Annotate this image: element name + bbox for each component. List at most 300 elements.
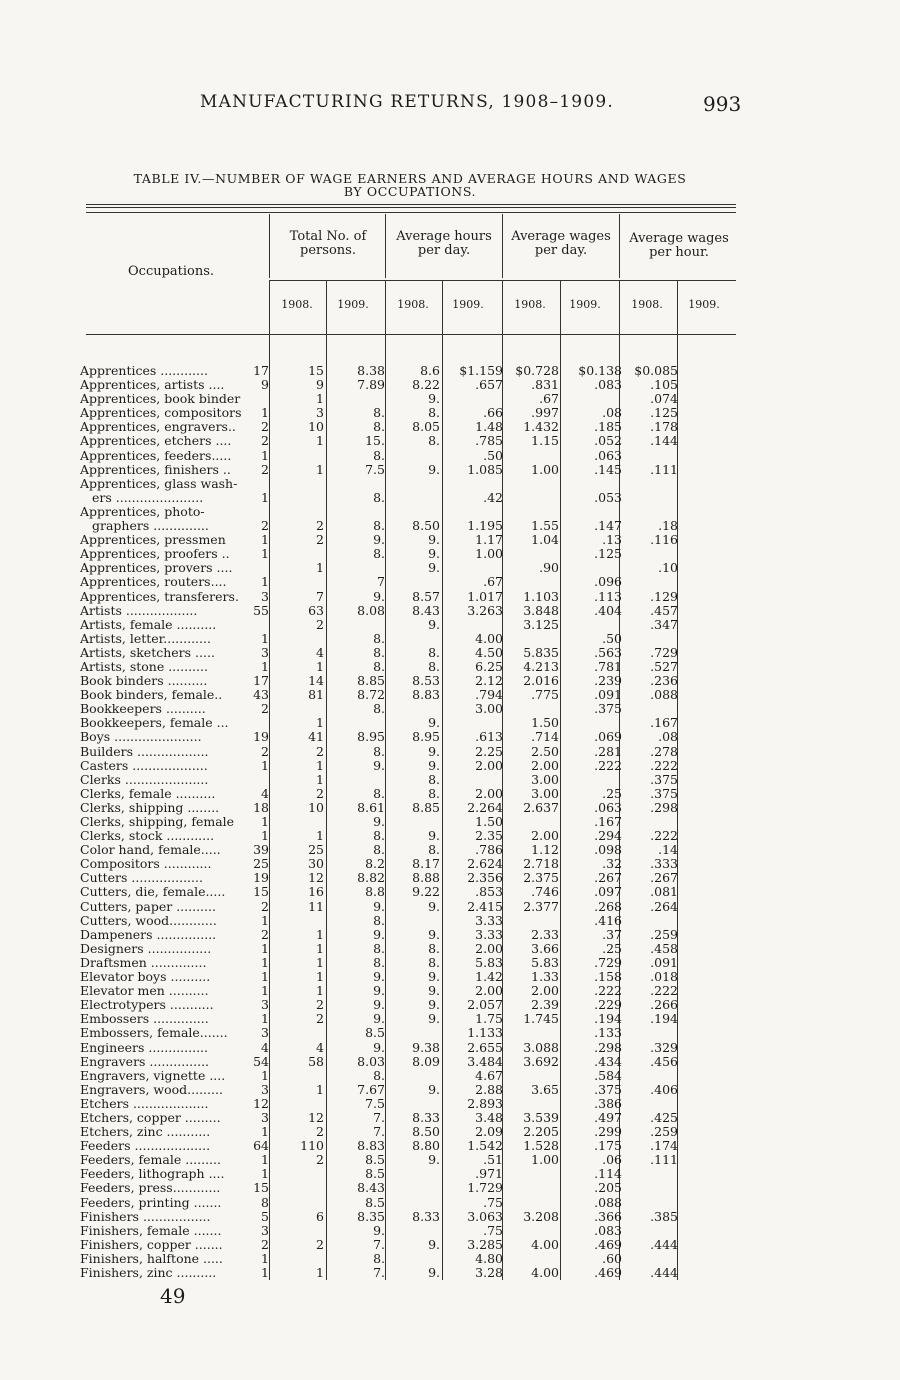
occupation-cell: Finishers .................	[80, 1209, 211, 1224]
value-cell-n09: 11	[308, 898, 324, 914]
table-row	[0, 1026, 900, 1040]
table-row	[0, 1210, 900, 1224]
value-cell-wh08: .08	[602, 405, 622, 421]
value-cell-wh08: .25	[602, 785, 622, 801]
value-cell-wd08: 2.88	[475, 1081, 503, 1097]
value-cell-n08: 3	[261, 644, 269, 660]
value-cell-wd08: .75	[483, 1222, 503, 1238]
value-cell-wh09: .222	[650, 757, 678, 773]
value-cell-h08: 7.5	[365, 461, 385, 477]
occupation-cell: Engravers, wood.........	[80, 1082, 223, 1097]
occupation-cell: Electrotypers ...........	[80, 998, 214, 1013]
value-cell-n09: 1	[316, 926, 324, 942]
value-cell-wh08: .194	[594, 1011, 622, 1027]
value-cell-wh09: .129	[650, 588, 678, 604]
value-cell-h09: 9.38	[412, 1039, 440, 1055]
value-cell-wh09: .278	[650, 743, 678, 759]
value-cell-wd09: 3.848	[523, 602, 559, 618]
value-cell-wh08: .097	[594, 884, 622, 900]
value-cell-wd09: 2.00	[531, 757, 559, 773]
table-row	[0, 1012, 900, 1026]
value-cell-n09: 81	[308, 687, 324, 703]
value-cell-wd08: 2.415	[467, 898, 503, 914]
value-cell-wd08: 1.48	[475, 419, 503, 435]
value-cell-wh08: .053	[594, 489, 622, 505]
value-cell-h08: 7.	[373, 1109, 385, 1125]
value-cell-h09: 8.95	[412, 729, 440, 745]
value-cell-wd09: 3.00	[531, 771, 559, 787]
value-cell-wd09: 4.213	[523, 658, 559, 674]
value-cell-n08: 2	[261, 433, 269, 449]
occupation-cell: Feeders, lithograph ....	[80, 1167, 225, 1182]
table-row	[0, 885, 900, 899]
occupation-cell: Cutters, die, female.....	[80, 885, 226, 900]
value-cell-wh08: .416	[594, 912, 622, 928]
value-cell-wh08: .299	[594, 1124, 622, 1140]
value-cell-h09: 9.	[428, 969, 440, 985]
value-cell-n09: 2	[316, 1011, 324, 1027]
value-cell-wd08: 4.80	[475, 1250, 503, 1266]
value-cell-n09: 14	[308, 673, 324, 689]
value-cell-wh08: .268	[594, 898, 622, 914]
value-cell-wd08: .657	[475, 377, 503, 393]
value-cell-h08: 8.	[373, 658, 385, 674]
value-cell-wd08: 6.25	[475, 658, 503, 674]
value-cell-wd09: 2.205	[523, 1124, 559, 1140]
top-rule-double	[86, 207, 736, 208]
value-cell-wh09: .329	[650, 1039, 678, 1055]
occupation-cell: Feeders ...................	[80, 1139, 211, 1154]
value-cell-wh08: .25	[602, 940, 622, 956]
table-row	[0, 716, 900, 730]
occupation-cell: Engravers, vignette ....	[80, 1068, 226, 1083]
value-cell-h08: 8.	[373, 785, 385, 801]
value-cell-n08: 1	[261, 1011, 269, 1027]
value-cell-wh08: .098	[594, 842, 622, 858]
value-cell-wh09: .456	[650, 1053, 678, 1069]
value-cell-wh09: .088	[650, 687, 678, 703]
table-row	[0, 1266, 900, 1280]
value-cell-wd08: 3.285	[467, 1236, 503, 1252]
value-cell-wd08: 3.48	[475, 1109, 503, 1125]
value-cell-h09: 8.43	[412, 602, 440, 618]
value-cell-wd09: .714	[531, 729, 559, 745]
value-cell-wd09: 3.00	[531, 785, 559, 801]
value-cell-wh08: .113	[594, 588, 622, 604]
occupation-cell: Clerks, shipping, female	[80, 815, 235, 829]
occupation-cell: Artists, letter............	[80, 631, 211, 646]
occupation-cell: Apprentices, artists ....	[80, 378, 225, 393]
value-cell-wh09: .347	[650, 616, 678, 632]
value-cell-h08: 7.89	[357, 377, 385, 393]
value-cell-n09: 2	[316, 616, 324, 632]
table-body	[0, 364, 900, 1280]
table-row	[0, 702, 900, 716]
value-cell-n09: 1	[316, 658, 324, 674]
value-cell-h09: 8.	[428, 785, 440, 801]
value-cell-n08: 1	[261, 1166, 269, 1182]
value-cell-n09: 110	[300, 1138, 324, 1154]
value-cell-wh09: .457	[650, 602, 678, 618]
value-cell-wd09: 3.088	[523, 1039, 559, 1055]
table-row	[0, 787, 900, 801]
occupation-cell: Finishers, copper .......	[80, 1237, 223, 1252]
value-cell-wh08: .366	[594, 1208, 622, 1224]
occupation-cell: Apprentices, proofers ..	[80, 547, 230, 562]
value-cell-wh09: .259	[650, 1124, 678, 1140]
value-cell-h09: 9.	[428, 616, 440, 632]
value-cell-wh08: .175	[594, 1138, 622, 1154]
value-cell-wd09: 1.432	[523, 419, 559, 435]
table-row	[0, 519, 900, 533]
value-cell-wd09: 1.04	[531, 532, 559, 548]
occupation-cell: Cutters ..................	[80, 871, 203, 886]
value-cell-wh09: .116	[650, 532, 678, 548]
header-divider	[502, 214, 503, 278]
value-cell-wd08: 2.00	[475, 983, 503, 999]
value-cell-h09: 8.50	[412, 1124, 440, 1140]
value-cell-wh09: .081	[650, 884, 678, 900]
value-cell-n08: 12	[253, 1095, 269, 1111]
value-cell-n08: 1	[261, 658, 269, 674]
value-cell-wd09: .831	[531, 377, 559, 393]
value-cell-h08: 8.	[373, 912, 385, 928]
value-cell-wh09: $0.085	[634, 363, 678, 378]
value-cell-h08: 8.8	[365, 884, 385, 900]
value-cell-wh08: .145	[594, 461, 622, 477]
value-cell-h09: 8.22	[412, 377, 440, 393]
occupation-cell: Engineers ...............	[80, 1040, 208, 1055]
value-cell-n09: 15	[308, 363, 324, 378]
value-cell-h08: 9.	[373, 1039, 385, 1055]
table-row	[0, 956, 900, 970]
value-cell-h08: 9.	[373, 532, 385, 548]
value-cell-wh08: .497	[594, 1109, 622, 1125]
value-cell-wh09: .259	[650, 926, 678, 942]
table-row	[0, 914, 900, 928]
value-cell-h09: 8.85	[412, 799, 440, 815]
value-cell-n08: 1	[261, 1152, 269, 1168]
value-cell-h08: 7	[377, 574, 385, 590]
value-cell-wh08: .50	[602, 630, 622, 646]
value-cell-h09: 9.	[428, 391, 440, 407]
occupation-cell: graphers ..............	[92, 519, 209, 534]
value-cell-n08: 9	[261, 377, 269, 393]
value-cell-wd08: .786	[475, 842, 503, 858]
value-cell-wd08: 2.00	[475, 940, 503, 956]
value-cell-wh08: .083	[594, 1222, 622, 1238]
value-cell-n08: 1	[261, 814, 269, 829]
value-cell-wh09: .266	[650, 997, 678, 1013]
table-row	[0, 759, 900, 773]
value-cell-wd09: 2.39	[531, 997, 559, 1013]
value-cell-wh09: .425	[650, 1109, 678, 1125]
value-cell-n09: 16	[308, 884, 324, 900]
value-cell-h08: 8.	[373, 842, 385, 858]
value-cell-h08: 8.	[373, 701, 385, 717]
value-cell-wd08: 3.063	[467, 1208, 503, 1224]
occupation-cell: Designers ................	[80, 941, 212, 956]
value-cell-h08: 9.	[373, 926, 385, 942]
value-cell-wh08: .563	[594, 644, 622, 660]
value-cell-h09: 9.	[428, 1152, 440, 1168]
header-bottom-rule	[86, 334, 736, 335]
occupation-cell: Book binders ..........	[80, 674, 208, 689]
value-cell-h09: 9.	[428, 898, 440, 914]
value-cell-wd09: .67	[539, 391, 559, 407]
value-cell-n09: 1	[316, 1081, 324, 1097]
value-cell-h08: 9.	[373, 814, 385, 829]
value-cell-wh08: .469	[594, 1236, 622, 1252]
value-cell-h09: 8.	[428, 771, 440, 787]
value-cell-h08: 8.	[373, 940, 385, 956]
occupation-cell: Apprentices, routers....	[80, 575, 227, 590]
value-cell-n08: 5	[261, 1208, 269, 1224]
occupation-cell: Elevator boys ..........	[80, 970, 211, 985]
value-cell-h08: 8.	[373, 954, 385, 970]
value-cell-wd08: 2.35	[475, 828, 503, 844]
table-row	[0, 449, 900, 463]
value-cell-wh09: .444	[650, 1236, 678, 1252]
value-cell-wd08: .42	[483, 489, 503, 505]
value-cell-wh08: .06	[602, 1152, 622, 1168]
value-cell-wd08: 2.655	[467, 1039, 503, 1055]
value-cell-wh08: .222	[594, 757, 622, 773]
occupation-cell: Artists, female ..........	[80, 617, 217, 632]
value-cell-n09: 2	[316, 785, 324, 801]
value-cell-wd08: 2.00	[475, 757, 503, 773]
value-cell-wh08: .125	[594, 546, 622, 562]
table-row	[0, 575, 900, 589]
value-cell-wh09: .125	[650, 405, 678, 421]
value-cell-n08: 3	[261, 588, 269, 604]
table-row	[0, 1125, 900, 1139]
value-cell-wd08: 2.264	[467, 799, 503, 815]
table-row	[0, 773, 900, 787]
value-cell-wh09: .375	[650, 785, 678, 801]
value-cell-n08: 25	[253, 856, 269, 872]
value-cell-n09: 1	[316, 828, 324, 844]
value-cell-h09: 8.	[428, 433, 440, 449]
value-cell-wd09: 1.12	[531, 842, 559, 858]
value-cell-h09: 8.	[428, 405, 440, 421]
table-row	[0, 547, 900, 561]
value-cell-h08: 8.5	[365, 1152, 385, 1168]
table-row	[0, 857, 900, 871]
value-cell-h08: 8.	[373, 447, 385, 463]
value-cell-h08: 8.82	[357, 870, 385, 886]
value-cell-h08: 8.	[373, 828, 385, 844]
header-divider	[619, 214, 620, 278]
value-cell-wd08: 4.67	[475, 1067, 503, 1083]
value-cell-n08: 1	[261, 630, 269, 646]
occupation-cell: Apprentices, finishers ..	[80, 462, 231, 477]
col-group-wages-hour: Average wages per hour.	[629, 231, 729, 260]
value-cell-n08: 1	[261, 405, 269, 421]
page-header	[0, 92, 900, 116]
value-cell-wh08: .158	[594, 969, 622, 985]
table-row	[0, 378, 900, 392]
value-cell-n08: 1	[261, 828, 269, 844]
value-cell-wd08: 2.09	[475, 1124, 503, 1140]
value-cell-h09: 8.88	[412, 870, 440, 886]
table-row	[0, 745, 900, 759]
table-row	[0, 970, 900, 984]
value-cell-wh08: .083	[594, 377, 622, 393]
table-row	[0, 561, 900, 575]
value-cell-n08: 1	[261, 447, 269, 463]
table-row	[0, 801, 900, 815]
table-row	[0, 632, 900, 646]
table-row	[0, 618, 900, 632]
table-row	[0, 1069, 900, 1083]
value-cell-h09: 8.6	[420, 363, 440, 378]
value-cell-wd08: 2.893	[467, 1095, 503, 1111]
value-cell-wh09: .222	[650, 983, 678, 999]
occupation-cell: Color hand, female.....	[80, 843, 221, 858]
table-row	[0, 1167, 900, 1181]
value-cell-n09: 10	[308, 419, 324, 435]
value-cell-wd09: 5.835	[523, 644, 559, 660]
value-cell-wh08: .133	[594, 1025, 622, 1041]
value-cell-h09: 9.	[428, 1236, 440, 1252]
value-cell-n08: 2	[261, 898, 269, 914]
value-cell-n08: 3	[261, 1081, 269, 1097]
value-cell-n08: 1	[261, 1124, 269, 1140]
value-cell-wh08: .096	[594, 574, 622, 590]
value-cell-wd08: .51	[483, 1152, 503, 1168]
value-cell-n09: 1	[316, 715, 324, 731]
occupation-cell: Apprentices, book binder	[80, 392, 241, 407]
value-cell-wh08: .167	[594, 814, 622, 829]
value-cell-n08: 3	[261, 1025, 269, 1041]
value-cell-wd08: .75	[483, 1194, 503, 1210]
value-cell-n08: 1	[261, 912, 269, 928]
value-cell-wd08: 3.484	[467, 1053, 503, 1069]
value-cell-wd09: 2.718	[523, 856, 559, 872]
value-cell-wd08: 3.33	[475, 926, 503, 942]
value-cell-h08: 8.	[373, 546, 385, 562]
value-cell-n09: 1	[316, 954, 324, 970]
value-cell-wd08: 1.00	[475, 546, 503, 562]
value-cell-n09: 1	[316, 940, 324, 956]
value-cell-h08: 9.	[373, 1222, 385, 1238]
year-header: 1909.	[569, 298, 601, 311]
value-cell-h09: 8.57	[412, 588, 440, 604]
value-cell-wh08: .294	[594, 828, 622, 844]
value-cell-wh09: .111	[650, 461, 678, 477]
value-cell-wh09: .444	[650, 1265, 678, 1280]
value-cell-h08: 8.83	[357, 1138, 385, 1154]
table-row	[0, 1196, 900, 1210]
value-cell-n09: 1	[316, 757, 324, 773]
occupation-cell: Apprentices, glass wash-	[80, 476, 238, 491]
value-cell-n08: 2	[261, 926, 269, 942]
value-cell-n08: 1	[261, 546, 269, 562]
occupation-cell: Feeders, female .........	[80, 1153, 221, 1168]
folio: 49	[160, 1284, 186, 1308]
year-header: 1908.	[631, 298, 663, 311]
value-cell-wh09: .167	[650, 715, 678, 731]
value-cell-wd09: 3.539	[523, 1109, 559, 1125]
value-cell-n08: 1	[261, 489, 269, 505]
value-cell-wh09: .527	[650, 658, 678, 674]
value-cell-wd09: 1.00	[531, 1152, 559, 1168]
running-title: MANUFACTURING RETURNS, 1908–1909.	[200, 92, 614, 112]
value-cell-wd09: .997	[531, 405, 559, 421]
table-row	[0, 942, 900, 956]
value-cell-h08: 8.	[373, 1067, 385, 1083]
value-cell-n09: 12	[308, 870, 324, 886]
value-cell-n09: 1	[316, 391, 324, 407]
occupation-cell: Feeders, printing .......	[80, 1195, 222, 1210]
value-cell-wd09: 2.00	[531, 828, 559, 844]
value-cell-h09: 9.	[428, 532, 440, 548]
value-cell-n09: 25	[308, 842, 324, 858]
value-cell-h09: 8.05	[412, 419, 440, 435]
value-cell-n09: 41	[308, 729, 324, 745]
value-cell-wd09: 1.745	[523, 1011, 559, 1027]
occupation-cell: Apprentices, provers ....	[80, 561, 233, 576]
table-row	[0, 491, 900, 505]
table-row	[0, 1041, 900, 1055]
value-cell-h09: 9.	[428, 461, 440, 477]
value-cell-wd08: 5.83	[475, 954, 503, 970]
value-cell-n08: 64	[253, 1138, 269, 1154]
value-cell-wd09: .90	[539, 560, 559, 576]
value-cell-wh08: .469	[594, 1265, 622, 1280]
value-cell-wh08: .267	[594, 870, 622, 886]
value-cell-wh09: .267	[650, 870, 678, 886]
table-row	[0, 1097, 900, 1111]
value-cell-n08: 19	[253, 870, 269, 886]
value-cell-n08: 2	[261, 461, 269, 477]
table-row	[0, 420, 900, 434]
value-cell-n08: 8	[261, 1194, 269, 1210]
value-cell-h08: 9.	[373, 588, 385, 604]
value-cell-wh09: .406	[650, 1081, 678, 1097]
value-cell-wh08: .375	[594, 1081, 622, 1097]
occupation-cell: Etchers ...................	[80, 1096, 209, 1111]
value-cell-h08: 8.	[373, 630, 385, 646]
value-cell-h09: 9.	[428, 757, 440, 773]
value-cell-wd09: 2.50	[531, 743, 559, 759]
occupation-cell: Finishers, female .......	[80, 1223, 222, 1238]
occupation-cell: Compositors ............	[80, 857, 212, 872]
value-cell-n08: 1	[261, 954, 269, 970]
value-cell-n09: 10	[308, 799, 324, 815]
value-cell-wh08: .091	[594, 687, 622, 703]
value-cell-wd09: 2.637	[523, 799, 559, 815]
value-cell-h08: 7.67	[357, 1081, 385, 1097]
table-title-line-2: BY OCCUPATIONS.	[343, 184, 477, 199]
value-cell-h09: 9.	[428, 560, 440, 576]
value-cell-n09: 3	[316, 405, 324, 421]
value-cell-n09: 58	[308, 1053, 324, 1069]
value-cell-h09: 8.	[428, 954, 440, 970]
value-cell-n09: 2	[316, 518, 324, 534]
occupation-cell: Dampeners ...............	[80, 927, 217, 942]
table-row	[0, 1224, 900, 1238]
value-cell-n08: 55	[253, 602, 269, 618]
value-cell-n08: 39	[253, 842, 269, 858]
value-cell-wd09: 2.375	[523, 870, 559, 886]
value-cell-h09: 8.	[428, 842, 440, 858]
value-cell-h08: 9.	[373, 969, 385, 985]
value-cell-n09: 2	[316, 1236, 324, 1252]
value-cell-wd08: .67	[483, 574, 503, 590]
value-cell-wh08: .375	[594, 701, 622, 717]
